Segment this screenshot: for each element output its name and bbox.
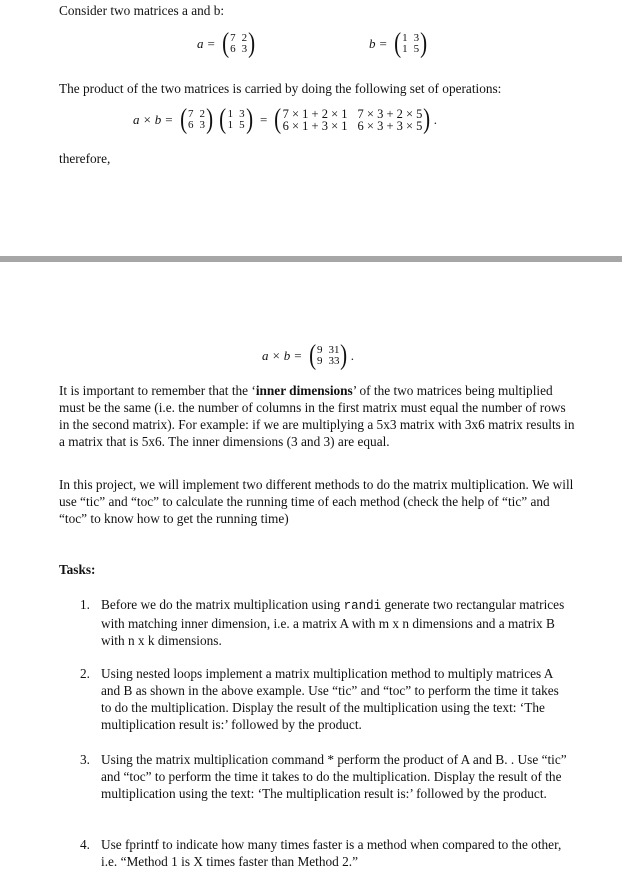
randi-code: randi [343, 599, 382, 613]
matrix-a-definition: a = ( 7 2 6 3 ) [197, 28, 256, 59]
expansion-sum-matrix: ( 7 × 1 + 2 × 1 7 × 3 + 2 × 5 6 × 1 + 3 × 1 6 × 3 + 3 × 5 ) [274, 104, 431, 135]
expansion-matrix-a: ( 7 2 6 3 ) [179, 104, 214, 135]
project-paragraph: In this project, we will implement two different methods to do the matrix multiplication. We will use “tic” and “toc” to calculate the running time of each method (check the help of “tic” and “toc” to know how to get the running time) [59, 477, 574, 526]
matrix-a-label: a [197, 36, 204, 51]
product-description: The product of the two matrices is carried by doing the following set of operations: [59, 81, 502, 96]
intro-text: Consider two matrices a and b: [59, 3, 225, 18]
matrix-b-definition: b = ( 1 3 1 5 ) [369, 28, 428, 59]
expansion-matrix-b: ( 1 3 1 5 ) [219, 104, 253, 135]
matrix-a: ( 7 2 6 3 ) [222, 28, 256, 59]
result-equation: a × b = ( 9 31 9 33 ) . [262, 340, 355, 371]
tasks-heading: Tasks: [59, 562, 96, 577]
page-top [0, 0, 622, 256]
product-expansion: a × b = ( 7 2 6 3 ) ( 1 3 1 5 ) = ( 7 × 1 + 2 × 1 7 × 3 + 2 × 5 6 × 1 + 3 × 1 6 × 3 + 3 × 5 ) . [133, 104, 437, 135]
matrix-b: ( 1 3 1 5 ) [394, 28, 428, 59]
therefore-text: therefore, [59, 151, 111, 166]
inner-dimensions-term: inner dimensions [255, 383, 353, 398]
expansion-lhs: a × b [133, 112, 162, 127]
inner-dimensions-paragraph: It is important to remember that the ‘inner dimensions’ of the two matrices being multiplied must be the same (i.e. the number of columns in the first matrix must equal the number of rows in the second matrix). For example: if we are multiplying a 5x3 matrix with 3x6 matrix results in a matrix that is 5x6. The inner dimensions (3 and 3) are equal. [59, 383, 575, 449]
matrix-b-label: b [369, 36, 376, 51]
result-matrix: ( 9 31 9 33 ) [308, 340, 348, 371]
result-lhs: a × b [262, 348, 291, 363]
